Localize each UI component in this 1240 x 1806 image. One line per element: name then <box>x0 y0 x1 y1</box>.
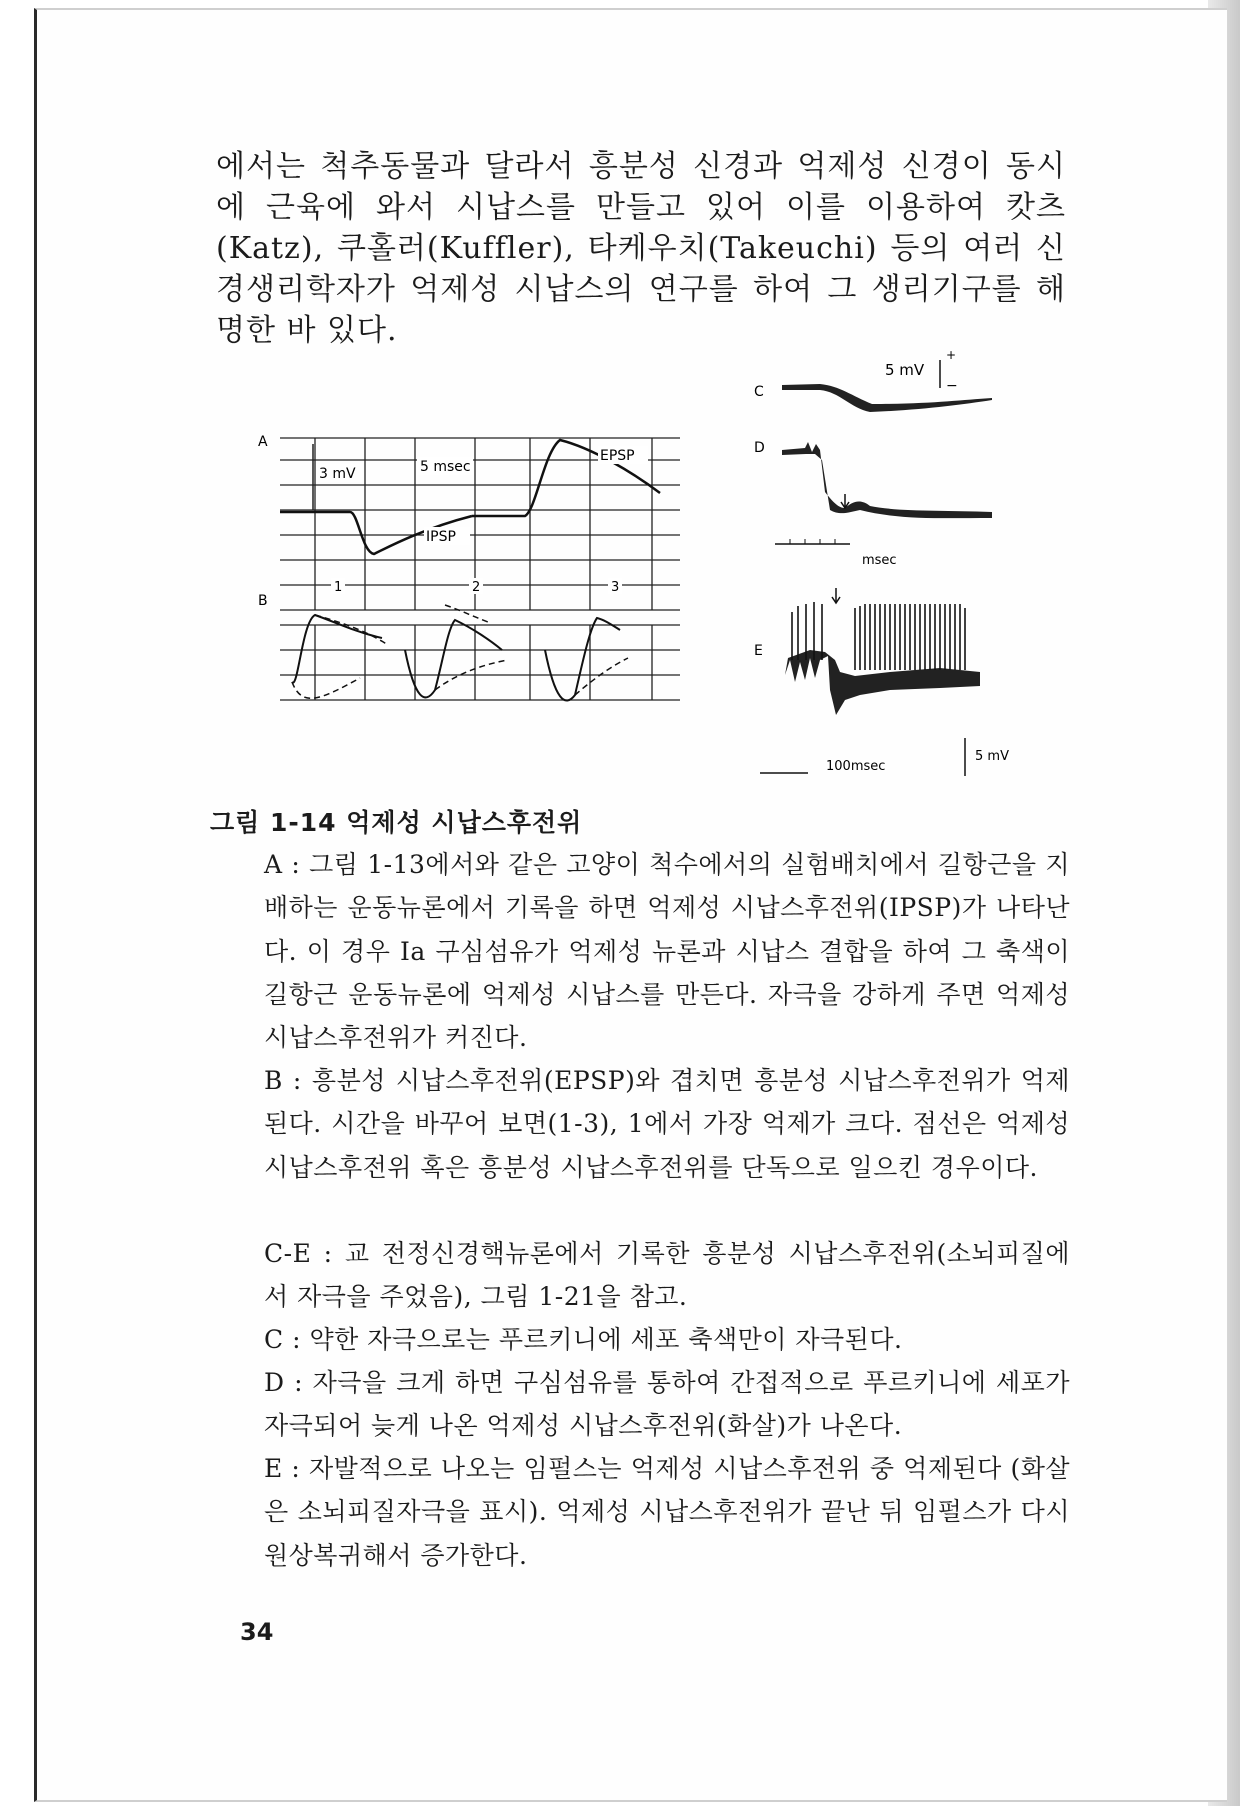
desc-c-e: C-E : 교 전정신경핵뉴론에서 기록한 흥분성 시납스후전위(소뇌피질에서 자극을 주었음), 그림 1-21을 참고. <box>264 1239 1070 1312</box>
c-scale-label: 5 mV <box>885 361 925 379</box>
desc-a: A : 그림 1-13에서와 같은 고양이 척수에서의 실험배치에서 길항근을 지배하는 운동뉴론에서 기록을 하면 억제성 시납스후전위(IPSP)가 나타난다. 이 경우 Ia 구심섬유가 억제성 뉴론과 시납스 결합을 하여 그 축색이 길항근 운동뉴론에 억제성 시납스를 만든다. 자극을 강하게 주면 억제성 시납스후전위가 커진다. <box>264 850 1070 1053</box>
panel-a-letter: A <box>258 434 268 450</box>
desc-e: E : 자발적으로 나오는 임펄스는 억제성 시납스후전위 중 억제된다 (화살은 소뇌피질자극을 표시). 억제성 시납스후전위가 끝난 뒤 임펄스가 다시 원상복귀해서 증가한다. <box>264 1454 1070 1570</box>
figure-caption: 그림 1-14 억제성 시납스후전위 <box>210 808 583 837</box>
panel-e-letter: E <box>754 643 763 659</box>
c-plus-label: + <box>946 348 957 362</box>
scale-3mv-label: 3 mV <box>319 466 356 482</box>
page-number: 34 <box>240 1618 274 1646</box>
d-trace <box>782 442 992 518</box>
e-arrow-icon <box>832 588 840 603</box>
e-volt-label: 5 mV <box>975 749 1009 764</box>
desc-d: D : 자극을 크게 하면 구심섬유를 통하여 간접적으로 푸르키니에 세포가 자극되어 늦게 나온 억제성 시납스후전위(화살)가 나온다. <box>264 1368 1070 1441</box>
marker-3: 3 <box>611 580 620 595</box>
marker-2: 2 <box>472 580 481 595</box>
e-time-label: 100msec <box>826 759 886 774</box>
scale-5msec-label: 5 msec <box>420 459 471 475</box>
marker-1: 1 <box>334 580 343 595</box>
body-paragraph: 에서는 척추동물과 달라서 흥분성 신경과 억제성 신경이 동시에 근육에 와서 시납스를 만들고 있어 이를 이용하여 캇츠(Katz), 쿠홀러(Kuffler), 타케우치(Takeuchi) 등의 여러 신경생리학자가 억제성 시납스의 연구를 하여 그 생리기구를 해명한 바 있다. <box>216 149 1066 348</box>
panel-c-letter: C <box>754 384 764 400</box>
c-minus-label: − <box>946 378 958 394</box>
c-trace <box>782 384 992 412</box>
b-dashed-epsp-2 <box>445 605 488 622</box>
b-trace-2 <box>405 620 502 697</box>
figure-ipsp <box>240 348 1040 790</box>
desc-c: C : 약한 자극으로는 푸르키니에 세포 축색만이 자극된다. <box>264 1325 903 1354</box>
desc-b: B : 흥분성 시납스후전위(EPSP)와 겹치면 흥분성 시납스후전위가 억제된다. 시간을 바꾸어 보면(1-3), 1에서 가장 억제가 크다. 점선은 억제성 시납스후전위 혹은 흥분성 시납스후전위를 단독으로 일으킨 경우이다. <box>264 1066 1070 1182</box>
ipsp-label: IPSP <box>426 529 456 545</box>
d-msec-label: msec <box>862 553 897 568</box>
panel-d-letter: D <box>754 440 765 456</box>
panel-b-letter: B <box>258 593 268 609</box>
b-dashed-ipsp-1 <box>292 678 360 698</box>
epsp-label: EPSP <box>600 448 635 464</box>
